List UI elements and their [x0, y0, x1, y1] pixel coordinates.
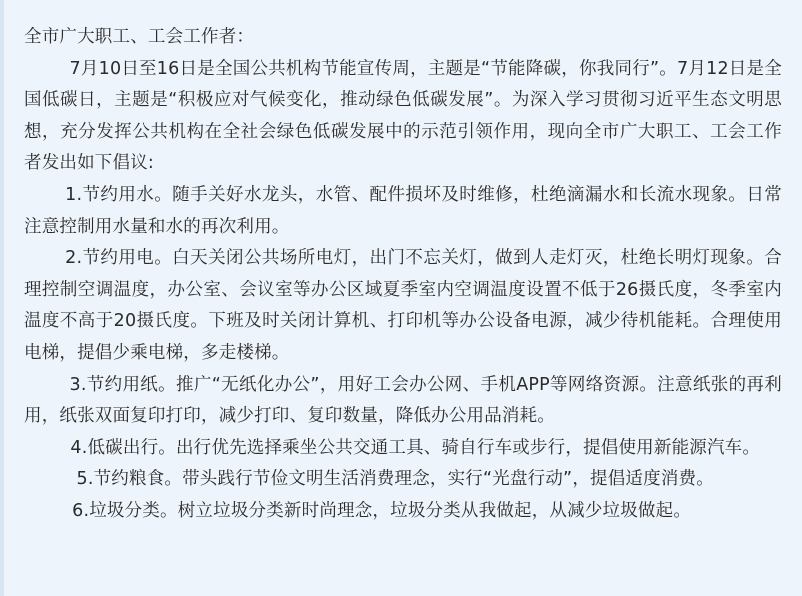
item-save-water: 1.节约用水。随手关好水龙头，水管、配件损坏及时维修，杜绝滴漏水和长流水现象。日常注意控制用水量和水的再次利用。 [24, 184, 782, 237]
intro-paragraph: 7月10日至16日是全国公共机构节能宣传周，主题是“节能降碳，你我同行”。7月12日是全国低碳日，主题是“积极应对气候变化，推动绿色低碳发展”。为深入学习贯彻习近平生态文明思想，充分发挥公共机构在全社会绿色低碳发展中的示范引领作用，现向全市广大职工、工会工作者发出如下倡议: [24, 58, 782, 174]
salutation: 全市广大职工、工会工作者： [24, 27, 255, 47]
item-save-food: 5.节约粮食。带头践行节俭文明生活消费理念，实行“光盘行动”，提倡适度消费。 [76, 469, 714, 490]
item-low-carbon-travel: 4.低碳出行。出行优先选择乘坐公共交通工具、骑自行车或步行，提倡使用新能源汽车。 [70, 437, 761, 458]
item-save-paper: 3.节约用纸。推广“无纸化办公”，用好工会办公网、手机APP等网络资源。注意纸张的再利用，纸张双面复印打印，减少打印、复印数量，降低办公用品消耗。 [24, 374, 782, 427]
item-save-electricity: 2.节约用电。白天关闭公共场所电灯，出门不忘关灯，做到人走灯灭，杜绝长明灯现象。合理控制空调温度，办公室、会议室等办公区域夏季室内空调温度设置不低于26摄氏度，冬季室内温度不高于20摄氏度。下班及时关闭计算机、打印机等办公设备电源，减少待机能耗。合理使用电梯，提倡少乘电梯，多走楼梯。 [24, 248, 782, 363]
item-garbage-sorting: 6.垃圾分类。树立垃圾分类新时尚理念，垃圾分类从我做起，从减少垃圾做起。 [72, 500, 692, 521]
